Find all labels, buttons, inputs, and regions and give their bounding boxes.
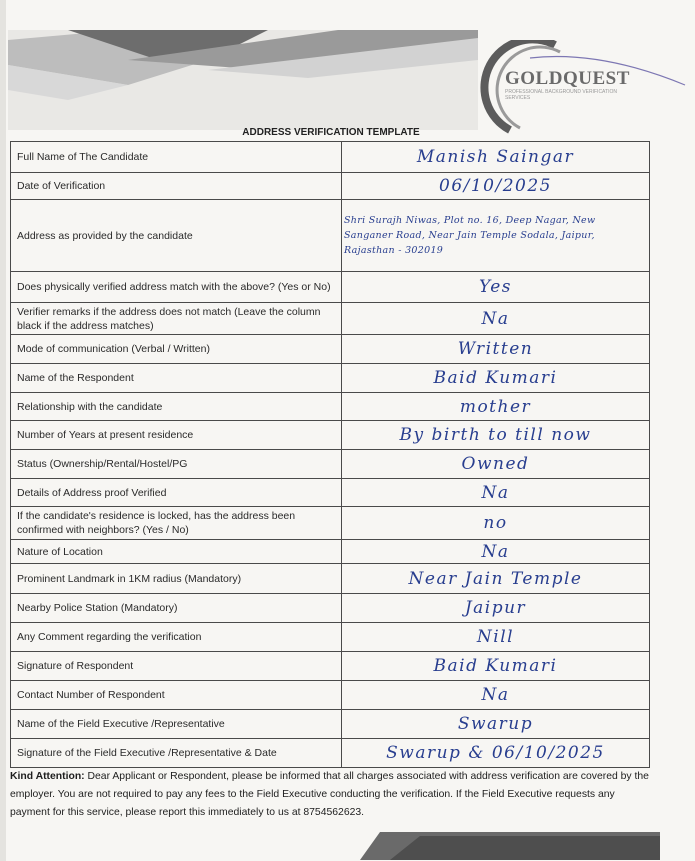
logo-wordmark: GOLDQUEST	[505, 68, 630, 89]
row-value: Shri Surajh Niwas, Plot no. 16, Deep Nagar, New Sanganer Road, Near Jain Temple Sodala, Jaipur, Rajasthan - 302019	[342, 200, 650, 272]
row-value: Written	[342, 335, 650, 364]
row-value: Jaipur	[342, 594, 650, 623]
table-row	[11, 479, 650, 507]
row-label: Mode of communication (Verbal / Written)	[11, 335, 342, 364]
row-label: Nature of Location	[11, 540, 342, 564]
table-row	[11, 710, 650, 739]
row-value: Na	[342, 303, 650, 335]
row-label: If the candidate's residence is locked, has the address been confirmed with neighbors? (Yes / No)	[11, 507, 342, 540]
row-label: Any Comment regarding the verification	[11, 623, 342, 652]
row-value: Manish Saingar	[342, 142, 650, 173]
table-row	[11, 200, 650, 272]
table-row	[11, 364, 650, 393]
table-row	[11, 681, 650, 710]
row-label: Contact Number of Respondent	[11, 681, 342, 710]
row-value: Na	[342, 681, 650, 710]
row-value: Swarup & 06/10/2025	[342, 739, 650, 768]
row-label: Date of Verification	[11, 173, 342, 200]
row-value: Baid Kumari	[342, 364, 650, 393]
row-label: Name of the Respondent	[11, 364, 342, 393]
row-label: Verifier remarks if the address does not match (Leave the column black if the address matches)	[11, 303, 342, 335]
row-value: Na	[342, 540, 650, 564]
row-label: Relationship with the candidate	[11, 393, 342, 421]
table-row	[11, 623, 650, 652]
row-label: Number of Years at present residence	[11, 421, 342, 450]
row-value: Baid Kumari	[342, 652, 650, 681]
row-label: Status (Ownership/Rental/Hostel/PG	[11, 450, 342, 479]
row-label: Details of Address proof Verified	[11, 479, 342, 507]
page-title: ADDRESS VERIFICATION TEMPLATE	[242, 127, 420, 138]
table-row	[11, 739, 650, 768]
row-label: Prominent Landmark in 1KM radius (Mandatory)	[11, 564, 342, 594]
row-label: Signature of the Field Executive /Representative & Date	[11, 739, 342, 768]
row-label: Signature of Respondent	[11, 652, 342, 681]
table-row	[11, 652, 650, 681]
row-value: 06/10/2025	[342, 173, 650, 200]
row-value: Nill	[342, 623, 650, 652]
table-row	[11, 564, 650, 594]
table-row	[11, 272, 650, 303]
row-label: Name of the Field Executive /Representative	[11, 710, 342, 739]
row-value: Na	[342, 479, 650, 507]
table-row	[11, 594, 650, 623]
table-row	[11, 142, 650, 173]
header-decoration	[8, 30, 478, 130]
notice-lead: Kind Attention:	[10, 771, 85, 782]
row-value: mother	[342, 393, 650, 421]
row-label: Nearby Police Station (Mandatory)	[11, 594, 342, 623]
table-row	[11, 507, 650, 540]
table-row	[11, 450, 650, 479]
table-row	[11, 393, 650, 421]
table-row	[11, 173, 650, 200]
table-row	[11, 335, 650, 364]
table-row	[11, 303, 650, 335]
row-label: Does physically verified address match with the above? (Yes or No)	[11, 272, 342, 303]
row-label: Address as provided by the candidate	[11, 200, 342, 272]
row-value: Owned	[342, 450, 650, 479]
row-value: no	[342, 507, 650, 540]
kind-attention-notice	[10, 768, 655, 822]
row-value: Near Jain Temple	[342, 564, 650, 594]
row-value: Yes	[342, 272, 650, 303]
logo-tagline: PROFESSIONAL BACKGROUND VERIFICATION SERVICES	[505, 89, 617, 101]
row-value: By birth to till now	[342, 421, 650, 450]
row-label: Full Name of The Candidate	[11, 142, 342, 173]
table-row	[11, 421, 650, 450]
row-value: Swarup	[342, 710, 650, 739]
table-row	[11, 540, 650, 564]
notice-text: Dear Applicant or Respondent, please be informed that all charges associated with address verification are covered by the employer. You are not required to pay any fees to the Field Executive conducting the verification. If the Field Executive requests any payment for this service, please report this immediately to us at 8754562623.	[10, 771, 649, 818]
verification-table	[10, 141, 650, 768]
footer-decoration	[360, 832, 660, 860]
